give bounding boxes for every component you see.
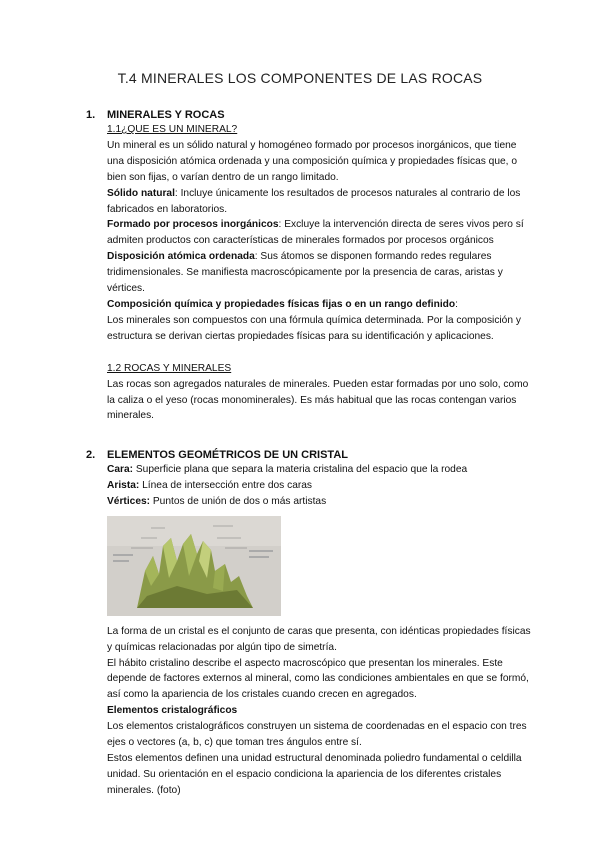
term-vertices: Vértices: (107, 495, 151, 507)
paragraph-composicion-quimica (107, 297, 536, 313)
paragraph-cara (107, 462, 536, 478)
paragraph-disposicion-atomica (107, 249, 536, 297)
section-title: ELEMENTOS GEOMÉTRICOS DE UN CRISTAL (107, 449, 348, 461)
term-composicion-quimica: Composición química y propiedades físicas fijas o en un rango definido (107, 298, 456, 310)
crystal-photo (107, 516, 281, 616)
paragraph-solido-natural (107, 186, 536, 218)
section-number: 1. (86, 109, 96, 121)
term-disposicion-atomica: Disposición atómica ordenada (107, 251, 255, 263)
term-procesos-inorganicos: Formado por procesos inorgánicos (107, 219, 279, 231)
mineral-definition: Un mineral es un sólido natural y homogéneo formado por procesos inorgánicos, que tiene una disposición atómica ordenada y una composición química y propiedades físicas que, o bien son fijas, o varían dentro de un rango limitado. (107, 139, 518, 183)
section-elementos-geometricos (86, 448, 536, 799)
section-body (107, 462, 536, 799)
paragraph-elementos-1: Los elementos cristalográficos construyen un sistema de coordenadas en el espacio con tres ejes o vectores (a, b, c) que toman tres ángulos entre sí. (107, 721, 527, 749)
definition-vertices: Puntos de unión de dos o más artistas (150, 495, 327, 507)
definition-procesos-inorganicos: : Excluye la intervención directa de seres vivos pero sí admiten productos con características de minerales formados por procesos orgánicos (107, 219, 524, 247)
definition-solido-natural: : Incluye únicamente los resultados de procesos naturales al contrario de los fabricados en laboratorios. (107, 187, 521, 215)
subheading-que-es-un-mineral: 1.1¿QUE ES UN MINERAL? (107, 124, 238, 135)
term-arista: Arista: (107, 479, 140, 491)
paragraph-arista (107, 478, 536, 494)
subheading-elementos-cristalograficos (107, 703, 536, 719)
definition-cara: Superficie plana que separa la materia cristalina del espacio que la rodea (133, 464, 468, 475)
crystal-illustration (107, 516, 281, 616)
paragraph-vertices (107, 494, 536, 510)
section-title: MINERALES Y ROCAS (107, 109, 225, 121)
definition-arista: Línea de intersección entre dos caras (139, 479, 313, 491)
definition-composicion-quimica: Los minerales son compuestos con una fórmula química determinada. Por la composición y estructura se derivan ciertas propiedades físicas para su identificación y aplicaciones. (107, 314, 521, 342)
paragraph-rocas: Las rocas son agregados naturales de minerales. Pueden estar formadas por uno solo, como la caliza o el yeso (rocas monominerales). Es más habitual que las rocas contengan varios minerales. (107, 378, 529, 422)
document-title: T.4 MINERALES LOS COMPONENTES DE LAS ROCAS (117, 70, 483, 86)
section-heading (86, 108, 536, 122)
paragraph-habito-cristalino: El hábito cristalino describe el aspecto macroscópico que presentan los minerales. Este depende de factores externos al mineral, como las condiciones ambientales en que se formó, así como la apariencia de los cristales cuando crecen en agregados. (107, 657, 529, 701)
colon: : (455, 298, 458, 310)
section-number: 2. (86, 449, 96, 461)
term-solido-natural: Sólido natural (107, 187, 175, 199)
subheading-rocas-y-minerales: 1.2 ROCAS Y MINERALES (107, 362, 232, 374)
section-minerales-y-rocas (86, 108, 536, 424)
section-heading (86, 448, 536, 462)
paragraph-forma-cristal: La forma de un cristal es el conjunto de caras que presenta, con idénticas propiedades físicas y químicas relacionadas por algún tipo de simetría. (107, 625, 531, 653)
paragraph-elementos-2: Estos elementos definen una unidad estructural denominada poliedro fundamental o celdilla unidad. Su orientación en el espacio condiciona la apariencia de los diferentes cristales minerales. (foto) (107, 752, 522, 796)
definition-disposicion-atomica: : Sus átomos se disponen formando redes regulares tridimensionales. Se manifiesta macroscópicamente por la presencia de caras, aristas y vértices. (107, 251, 503, 295)
section-body (107, 122, 536, 424)
term-cara: Cara: (107, 464, 134, 475)
paragraph-procesos-inorganicos (107, 217, 536, 249)
term-elementos-cristalograficos: Elementos cristalográficos (107, 705, 238, 717)
